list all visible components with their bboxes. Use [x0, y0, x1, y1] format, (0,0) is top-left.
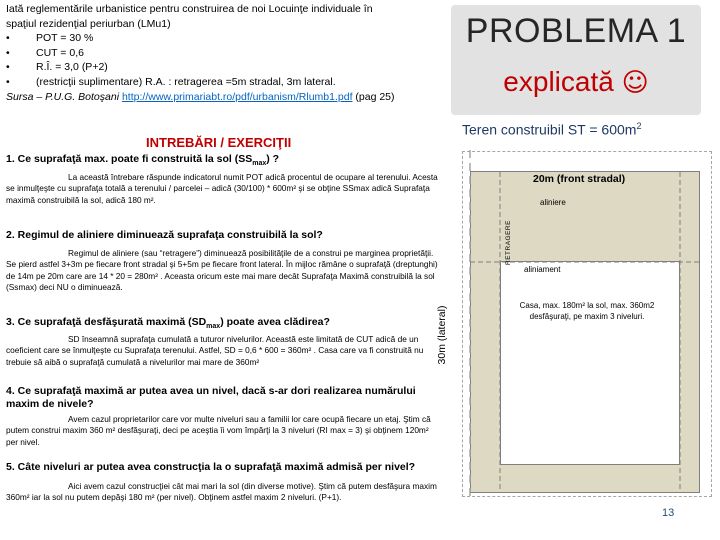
section-title: INTREBĂRI / EXERCIŢII	[146, 135, 292, 150]
teren-label: Teren construibil ST = $600m^2$	[462, 121, 642, 138]
intro-line-1: Iată reglementările urbanistice pentru construirea de noi Locuinţe individuale în	[6, 3, 373, 15]
intro-bullet: • CUT = 0,6	[6, 46, 84, 59]
question-5: 5. Câte niveluri ar putea avea construcţia la o suprafaţă maximă admisă per nivel?	[6, 461, 416, 473]
diagram-lines	[460, 150, 720, 510]
intro-bullet: • R.Î. = 3,0 (P+2)	[6, 61, 108, 74]
intro-block	[6, 2, 446, 104]
front-label: 20m (front stradal)	[533, 173, 626, 185]
intro-bullet: • (restricţii suplimentare) R.A. : retragerea =5m stradal, 3m lateral.	[6, 75, 336, 88]
question-3: 3. Ce suprafaţă desfăşurată maximă $(SD_{max})$ poate avea clădirea?	[6, 316, 330, 331]
aliniere-label: aliniere	[540, 198, 566, 207]
question-1: 1. Ce suprafaţă max. poate fi construită la sol $(SS_{max})$ ?	[6, 153, 280, 168]
aliniament-label: aliniament	[524, 265, 561, 274]
slide-number: 13	[662, 507, 675, 519]
smiley-icon: ☺	[621, 68, 649, 98]
question-4: 4. Ce suprafaţă maximă ar putea avea un nivel, dacă s-ar dori realizarea numărului maxim de nivele?	[6, 385, 416, 410]
slide-subtitle: explicată ☺	[503, 66, 649, 98]
slide-title: PROBLEMA 1	[465, 12, 687, 50]
source-link[interactable]: http://www.primariabt.ro/pdf/urbanism/Rlumb1.pdf	[121, 90, 353, 103]
answer-4: Avem cazul proprietarilor care vor multe niveluri sau a familii lor care ocupă fiecare un etaj. Ştim că putem construi maxim 360 m² desfăşuraţi, deci pe aceştia îi vom împărţi la 3 niveluri (RI max = 3) şi obţinem 120m² per nivel.	[6, 414, 431, 447]
intro-bullet: • POT = 30 %	[6, 32, 94, 45]
retragere-label: RETRAGERE	[505, 220, 512, 265]
answer-5: Aici avem cazul construcţiei cât mai mari la sol (din diverse motive). Ştim că putem desfăşura maxim 360m² iar la sol nu putem depăşi 180 m² (per nivel). Obţinem astfel maxim 2 niveluri. (P+1).	[6, 481, 437, 503]
answer-2: Regimul de aliniere (sau “retragere”) diminuează posibilităţile de a construi pe marginea proprietăţii. Se pierd astfel 3+3m pe fiecare front stradal şi 5+5m pe fiecare front lateral. În mijloc rămâne o suprafaţă (dreptunghi) de 14m pe 20m care are 14 * 20 = 280m² . Aceasta oricum este mai mare decât Suprafaţa Maximă construibilă la sol (Ssmax) deci NU o diminuează.	[6, 248, 438, 292]
source-line	[6, 90, 446, 105]
source-label: Sursa – P.U.G. Botoşani	[6, 90, 120, 103]
question-2: 2. Regimul de aliniere diminuează suprafaţa construibilă la sol?	[6, 229, 323, 241]
answer-3: SD înseamnă suprafaţa cumulată a tuturor nivelurilor. Această este limitată de CUT adică de un coeficient care se înmulţeşte cu Suprafaţa terenului. Astfel, SD = 0,6 * 600 = 360m² . Casa care va fi construită nu trebuie să aibă o suprafaţă cumulată a nivelurilor mai mare de 360m²	[6, 334, 424, 367]
intro-line-2: spaţiul rezidenţial periurban (LMu1)	[6, 17, 171, 30]
house-label: Casa, max. 180m² la sol, max. 360m2 desfăşuraţi, pe maxim 3 niveluri.	[519, 301, 655, 321]
source-page: (pag 25)	[355, 90, 395, 103]
answer-1: La această întrebare răspunde indicatorul numit POT adică procentul de ocupare al terenului. Acesta se inmulţeşte cu suprafaţa totală a terenului / parcelei – adică (30/100) * 600m² şi se obţine SSmax adică Suprafaţa maximă construibilă la sol, adică 180 m².	[6, 172, 438, 205]
